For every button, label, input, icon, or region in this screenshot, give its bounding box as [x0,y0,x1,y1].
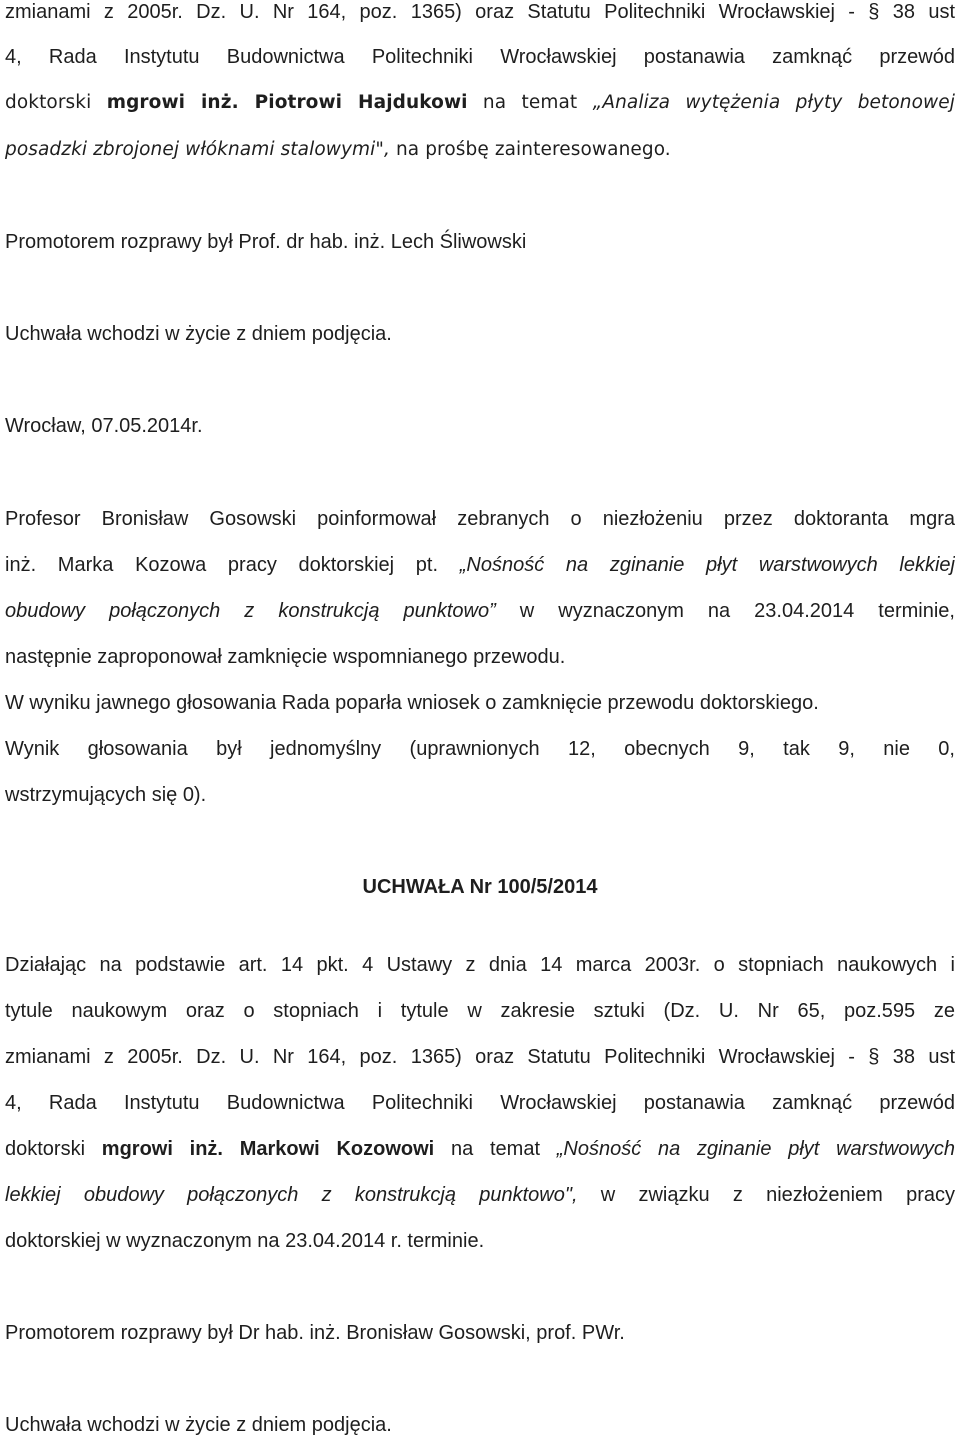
text-segment: w związku z niezłożeniem pracy [577,1184,955,1206]
vote-line: W wyniku jawnego głosowania Rada poparła wniosek o zamknięcie przewodu doktorskiego. [5,692,819,714]
resolution-title: UCHWAŁA Nr 100/5/2014 [362,876,598,898]
text-line: Profesor Bronisław Gosowski poinformował zebranych o niezłożeniu przez doktoranta mgra [5,508,955,530]
text-segment: na temat [467,92,593,113]
candidate-name: mgrowi inż. Piotrowi Hajdukowi [106,92,468,113]
thesis-title: „Nośność na zginanie płyt warstwowych lekkiej [459,554,955,576]
text-line: zmianami z 2005r. Dz. U. Nr 164, poz. 1365) oraz Statutu Politechniki Wrocławskiej - § 38 ust [5,1,955,23]
text-line [5,1180,955,1210]
effective-line: Uchwała wchodzi w życie z dniem podjęcia. [5,323,392,345]
text-line: tytule naukowym oraz o stopniach i tytule w zakresie sztuki (Dz. U. Nr 65, poz.595 ze [5,1000,955,1022]
thesis-title: „Nośność na zginanie płyt warstwowych [556,1138,955,1160]
effective-line: Uchwała wchodzi w życie z dniem podjęcia. [5,1414,392,1436]
text-segment: inż. Marka Kozowa pracy doktorskiej pt. [5,554,460,576]
thesis-title: „Analiza wytężenia płyty betonowej [592,92,955,113]
text-line: 4, Rada Instytutu Budownictwa Politechniki Wrocławskiej postanawia zamknąć przewód [5,46,955,68]
text-line: 4, Rada Instytutu Budownictwa Politechniki Wrocławskiej postanawia zamknąć przewód [5,1092,955,1114]
promoter-line: Promotorem rozprawy był Prof. dr hab. inż. Lech Śliwowski [5,231,527,253]
text-segment: na prośbę zainteresowanego. [389,139,671,160]
text-segment: w wyznaczonym na 23.04.2014 terminie, [495,600,955,622]
text-line: doktorskiej w wyznaczonym na 23.04.2014 r. terminie. [5,1230,485,1252]
text-line: Działając na podstawie art. 14 pkt. 4 Ustawy z dnia 14 marca 2003r. o stopniach naukowych i [5,954,955,976]
text-line: zmianami z 2005r. Dz. U. Nr 164, poz. 1365) oraz Statutu Politechniki Wrocławskiej - § 38 ust [5,1046,955,1068]
text-line: wstrzymujących się 0). [5,784,207,806]
text-line [5,1134,955,1164]
text-line: następnie zaproponował zamknięcie wspomnianego przewodu. [5,646,566,668]
date-line: Wrocław, 07.05.2014r. [5,415,203,437]
candidate-name: mgrowi inż. Markowi Kozowowi [101,1138,435,1160]
text-line [5,596,955,626]
thesis-title: posadzki zbrojonej włóknami stalowymi", [5,139,390,160]
text-segment: doktorski [5,1138,102,1160]
text-line [5,550,955,580]
text-segment: na temat [434,1138,557,1160]
text-line: Wynik głosowania był jednomyślny (uprawnionych 12, obecnych 9, tak 9, nie 0, [5,738,955,760]
thesis-title: obudowy połączonych z konstrukcją punktowo” [5,600,496,622]
thesis-title: lekkiej obudowy połączonych z konstrukcją punktowo", [5,1184,578,1206]
text-line [5,88,955,118]
text-line [5,135,955,165]
promoter-line: Promotorem rozprawy był Dr hab. inż. Bronisław Gosowski, prof. PWr. [5,1322,625,1344]
text-segment: doktorski [5,92,107,113]
